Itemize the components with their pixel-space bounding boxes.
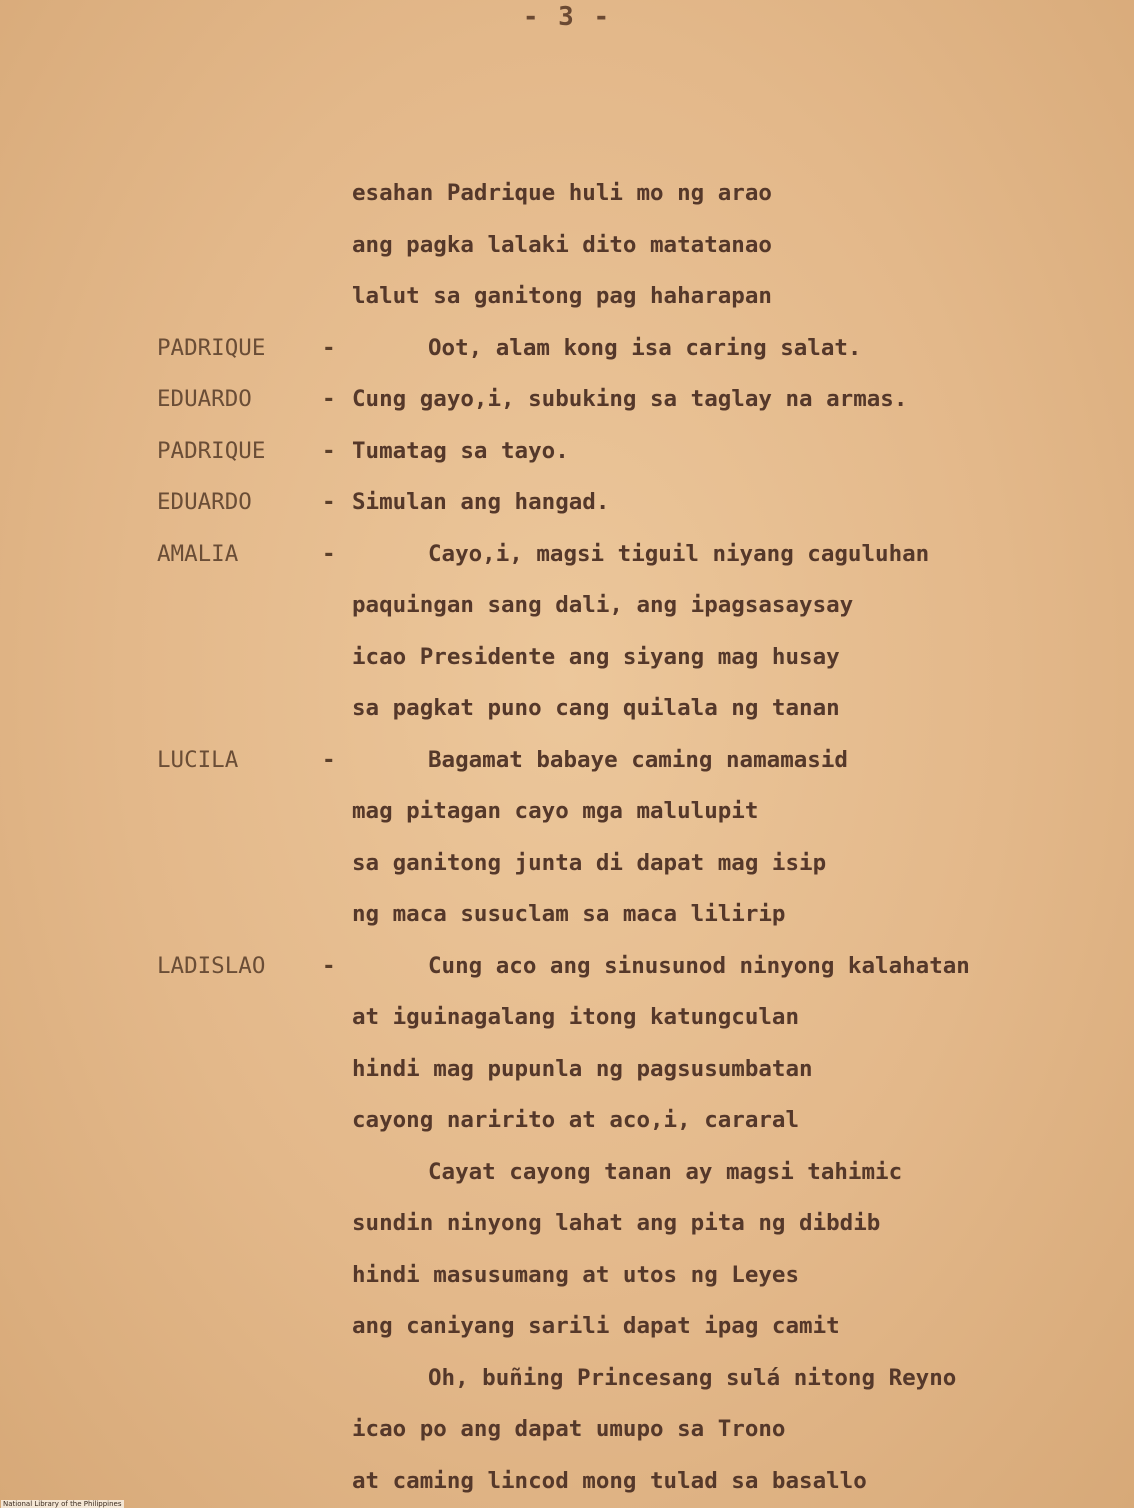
script-line (0, 1044, 1134, 1096)
dialogue-text: ang pagka lalaki dito matatanao (352, 231, 772, 258)
speaker-dash: - (322, 386, 336, 412)
dialogue-text: at iguinagalang itong katungculan (352, 1004, 800, 1030)
script-line (0, 1353, 1134, 1405)
dialogue-text: sa ganitong junta di dapat mag isip (352, 849, 827, 876)
script-line (0, 580, 1134, 632)
dialogue-text: esahan Padrique huli mo ng arao (352, 180, 772, 206)
script-line (0, 735, 1134, 787)
dialogue-text: Simulan ang hangad. (352, 489, 610, 515)
script-line (0, 477, 1134, 529)
script-line (0, 632, 1134, 684)
dialogue-text: at caming lincod mong tulad sa basallo (352, 1467, 867, 1494)
dialogue-text: sa pagkat puno cang quilala ng tanan (352, 695, 840, 721)
script-line (0, 786, 1134, 838)
script-line (0, 168, 1134, 220)
script-line (0, 992, 1134, 1044)
dialogue-text: ang caniyang sarili dapat ipag camit (352, 1313, 840, 1339)
script-line (0, 889, 1134, 941)
script-line (0, 1095, 1134, 1147)
dialogue-text: Bagamat babaye caming namamasid (428, 746, 848, 773)
speaker-dash: - (322, 437, 336, 464)
script-body (0, 168, 1134, 1507)
speaker-name: EDUARDO (157, 386, 252, 412)
dialogue-text: hindi masusumang at utos ng Leyes (352, 1261, 800, 1288)
script-line (0, 426, 1134, 478)
script-line (0, 941, 1134, 993)
dialogue-text: mag pitagan cayo mga malulupit (352, 798, 759, 824)
script-line (0, 1198, 1134, 1250)
speaker-dash: - (322, 952, 336, 979)
dialogue-text: lalut sa ganitong pag haharapan (352, 283, 772, 309)
script-line (0, 323, 1134, 375)
speaker-name: PADRIQUE (157, 437, 266, 464)
speaker-name: LUCILA (157, 746, 239, 773)
speaker-name: PADRIQUE (157, 334, 266, 361)
dialogue-text: ng maca susuclam sa maca lilirip (352, 901, 786, 927)
speaker-dash: - (322, 540, 336, 567)
dialogue-text: cayong naririto at aco,i, cararal (352, 1107, 800, 1133)
speaker-name: EDUARDO (157, 489, 252, 515)
dialogue-text: icao po ang dapat umupo sa Trono (352, 1416, 786, 1442)
script-line (0, 1250, 1134, 1302)
script-line (0, 271, 1134, 323)
dialogue-text: Cayo,i, magsi tiguil niyang caguluhan (428, 540, 930, 567)
speaker-dash: - (322, 746, 336, 773)
dialogue-text: Cayat cayong tanan ay magsi tahimic (428, 1158, 903, 1185)
script-line (0, 683, 1134, 735)
script-line (0, 1147, 1134, 1199)
dialogue-text: Tumatag sa tayo. (352, 437, 569, 464)
dialogue-text: Oot, alam kong isa caring salat. (428, 334, 862, 361)
dialogue-text: hindi mag pupunla ng pagsusumbatan (352, 1055, 813, 1082)
dialogue-text: Cung gayo,i, subuking sa taglay na armas. (352, 386, 908, 412)
script-line (0, 220, 1134, 272)
speaker-name: AMALIA (157, 540, 239, 567)
dialogue-text: sundin ninyong lahat ang pita ng dibdib (352, 1210, 881, 1236)
script-line (0, 374, 1134, 426)
footer-credit: National Library of the Philippines (3, 1500, 122, 1508)
dialogue-text: Cung aco ang sinusunod ninyong kalahatan (428, 952, 970, 979)
speaker-name: LADISLAO (157, 952, 266, 979)
dialogue-text: Oh, buñing Princesang sulá nitong Reyno (428, 1364, 957, 1391)
script-line (0, 1456, 1134, 1508)
speaker-dash: - (322, 334, 336, 361)
speaker-dash: - (322, 489, 336, 515)
script-line (0, 838, 1134, 890)
script-line (0, 529, 1134, 581)
dialogue-text: paquingan sang dali, ang ipagsasaysay (352, 592, 854, 618)
dialogue-text: icao Presidente ang siyang mag husay (352, 643, 840, 670)
page-number: - 3 - (522, 2, 612, 32)
script-line (0, 1301, 1134, 1353)
script-line (0, 1404, 1134, 1456)
